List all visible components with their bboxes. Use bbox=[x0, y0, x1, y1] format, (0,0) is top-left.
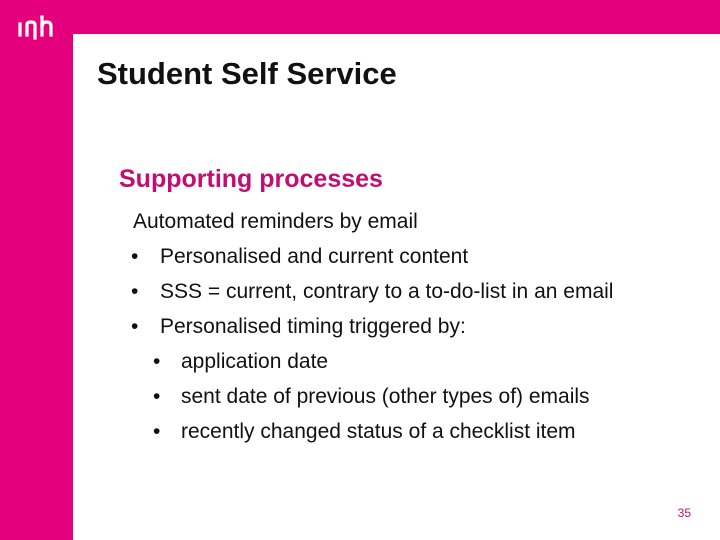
intro-text: Automated reminders by email bbox=[133, 210, 418, 233]
bullet-text: SSS = current, contrary to a to-do-list in an email bbox=[160, 280, 614, 303]
bullet-glyph: • bbox=[153, 420, 161, 443]
bullet-item bbox=[133, 239, 613, 274]
sub-bullet-item bbox=[133, 414, 613, 449]
brand-logo bbox=[17, 14, 61, 42]
intro-line bbox=[133, 204, 613, 239]
bullet-text: Personalised and current content bbox=[160, 245, 469, 268]
sub-bullet-text: recently changed status of a checklist item bbox=[181, 420, 576, 443]
bullet-item bbox=[133, 274, 613, 309]
bullet-item bbox=[133, 309, 613, 344]
sub-bullet-item bbox=[133, 344, 613, 379]
bullet-text: Personalised timing triggered by: bbox=[160, 315, 466, 338]
bullet-glyph: • bbox=[131, 245, 139, 268]
sub-bullet-item bbox=[133, 379, 613, 414]
bullet-glyph: • bbox=[131, 280, 139, 303]
page-number: 35 bbox=[677, 506, 691, 520]
sub-bullet-text: sent date of previous (other types of) emails bbox=[181, 385, 590, 408]
slide-body bbox=[133, 204, 613, 449]
sub-bullet-text: application date bbox=[181, 350, 329, 373]
slide-content-panel bbox=[73, 34, 720, 540]
slide-title: Student Self Service bbox=[97, 56, 397, 91]
bullet-glyph: • bbox=[153, 385, 161, 408]
bullet-glyph: • bbox=[153, 350, 161, 373]
slide-subtitle: Supporting processes bbox=[119, 165, 383, 193]
bullet-glyph: • bbox=[131, 315, 139, 338]
